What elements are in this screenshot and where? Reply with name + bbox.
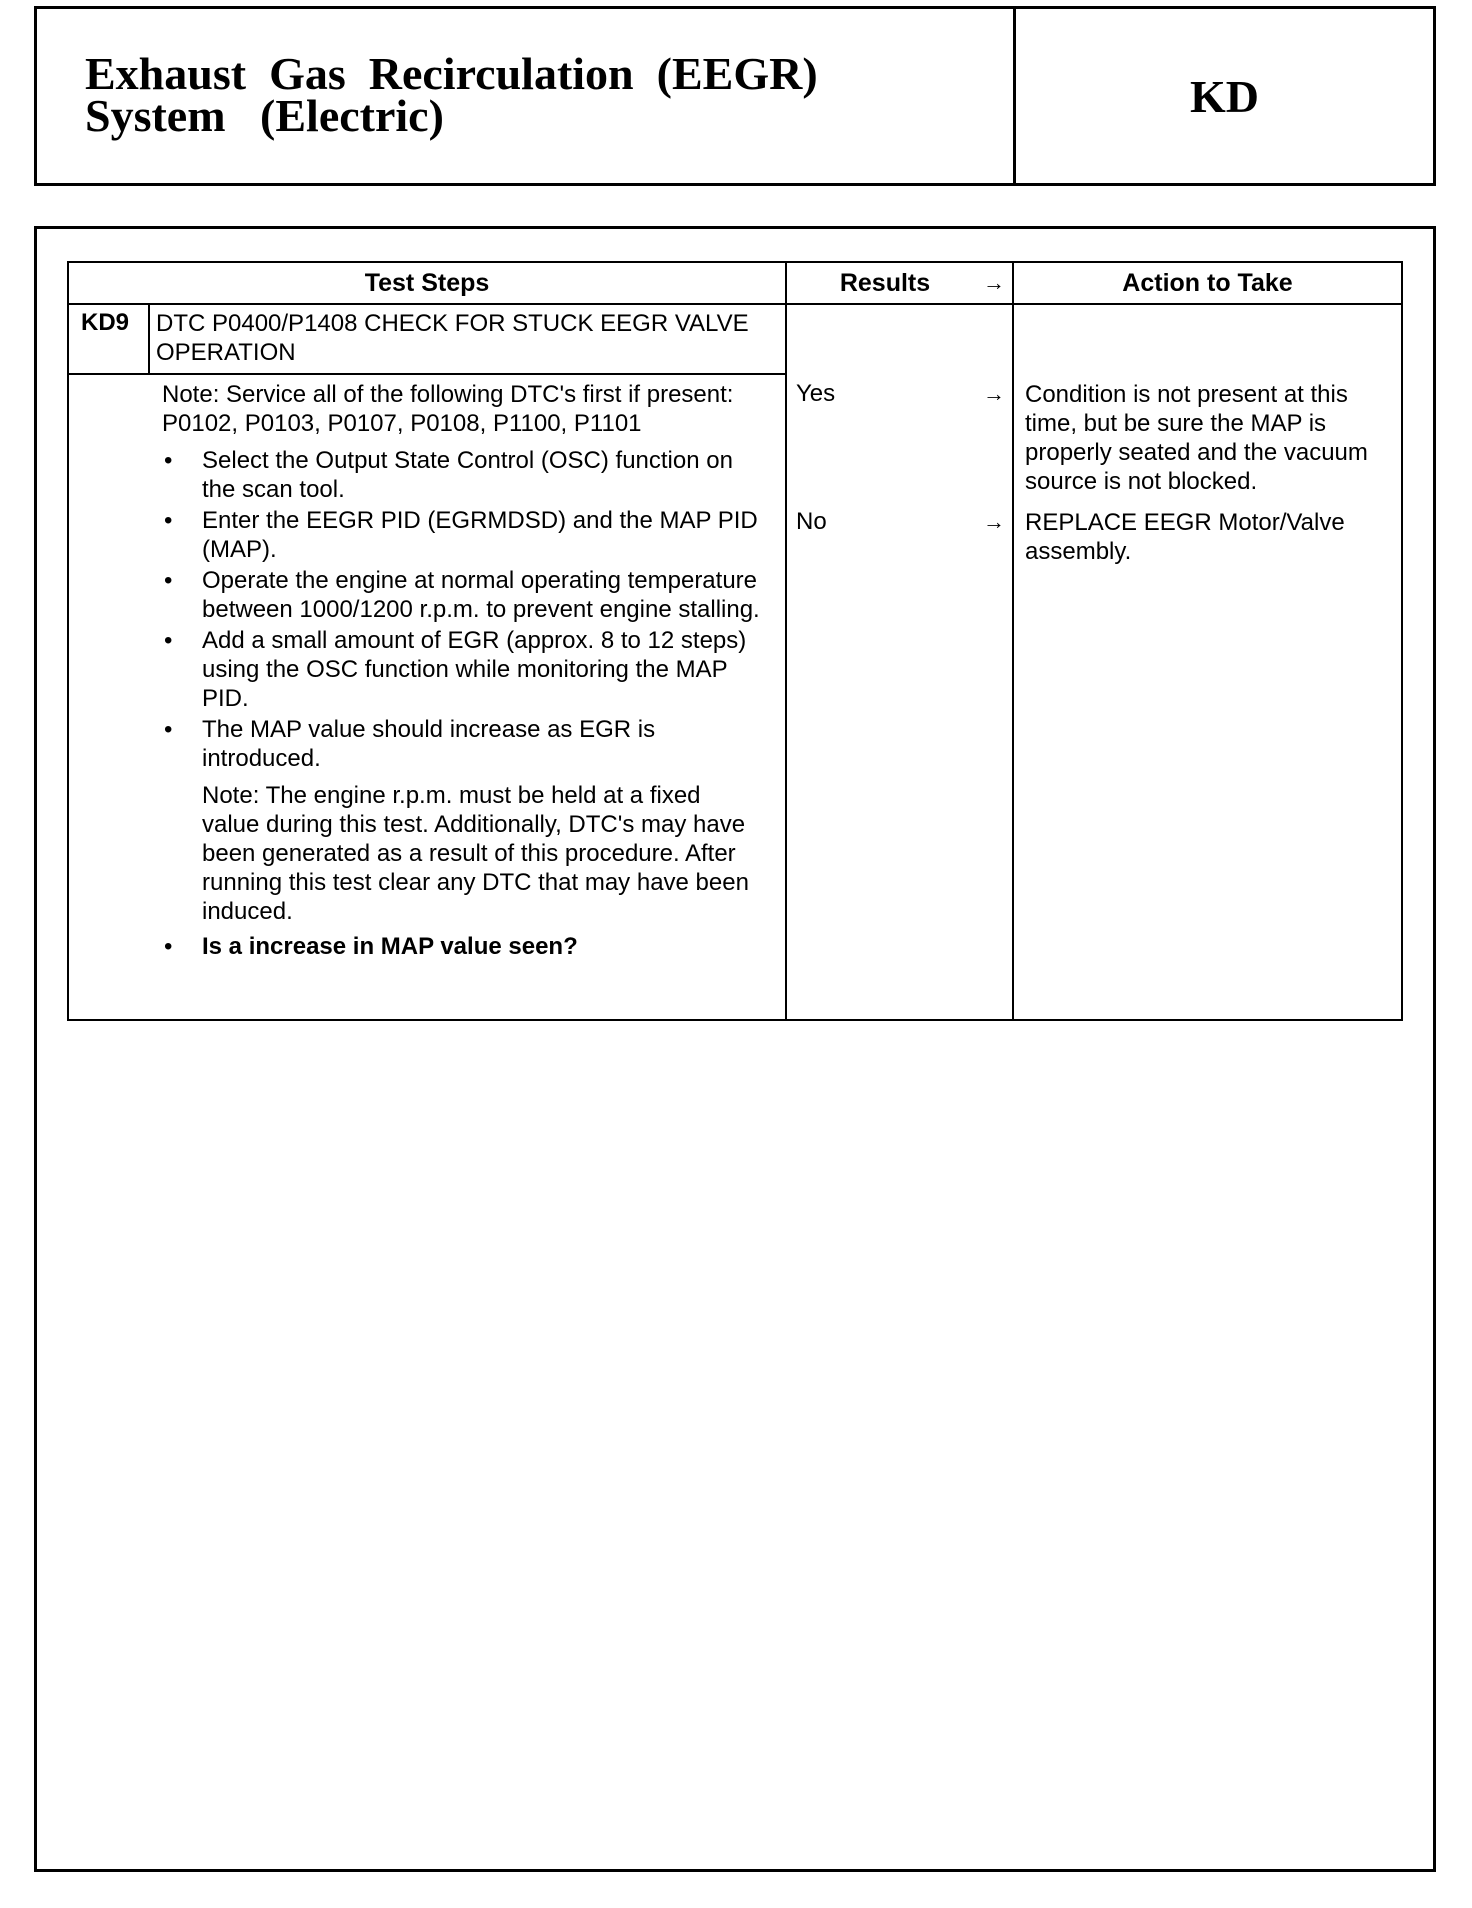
list-item: [162, 506, 760, 564]
bullet-icon: •: [164, 716, 173, 743]
list-item-text: Operate the engine at normal operating temperature between 1000/1200 r.p.m. to prevent engine stalling.: [202, 567, 760, 623]
result-yes-arrow-icon: →: [983, 381, 1005, 406]
test-question-text: Is a increase in MAP value seen?: [202, 933, 578, 960]
header-test-steps: Test Steps: [364, 268, 490, 297]
list-item-text: Add a small amount of EGR (approx. 8 to 12 steps) using the OSC function while monitoring the MAP PID.: [202, 627, 747, 712]
list-item-text: The MAP value should increase as EGR is introduced.: [202, 716, 656, 772]
page-title-line-1: Exhaust Gas Recirculation (EEGR): [85, 48, 818, 99]
action-no: REPLACE EEGR Motor/Valve assembly.: [1025, 509, 1345, 565]
list-item: [162, 446, 760, 504]
test-question: [162, 932, 760, 961]
bullet-icon: •: [164, 507, 173, 534]
bullet-icon: •: [164, 447, 173, 474]
section-code: KD: [1190, 70, 1259, 122]
step-id: KD9: [81, 309, 130, 336]
bullet-icon: •: [164, 933, 173, 960]
list-item-text: Select the Output State Control (OSC) function on the scan tool.: [202, 447, 733, 503]
step-title-divider: [69, 373, 785, 375]
result-no-arrow-icon: →: [983, 509, 1005, 534]
bullet-icon: •: [164, 567, 173, 594]
header-results: Results: [839, 268, 931, 297]
test-steps-table: [67, 261, 1403, 1021]
column-divider-action: [1012, 263, 1014, 1019]
step-title: DTC P0400/P1408 CHECK FOR STUCK EEGR VALVE OPERATION: [156, 310, 749, 366]
list-item-text: Enter the EEGR PID (EGRMDSD) and the MAP PID (MAP).: [202, 507, 758, 563]
result-yes: Yes: [796, 380, 836, 407]
header-action: Action to Take: [1122, 268, 1293, 297]
result-no: No: [796, 508, 827, 535]
list-item: [162, 715, 760, 773]
procedure-note: Note: The engine r.p.m. must be held at a fixed value during this test. Additionally, DTC's may have been generated as a result of this procedure. After running this test clear any DTC that may have been induced.: [202, 782, 749, 925]
page-title-line-2: System (Electric): [85, 90, 444, 141]
header-row-divider: [69, 303, 1401, 305]
step-id-divider: [148, 303, 150, 373]
bullet-icon: •: [164, 627, 173, 654]
header-arrow-icon: →: [983, 270, 1005, 295]
instruction-list: [162, 446, 760, 773]
service-note: Note: Service all of the following DTC's first if present: P0102, P0103, P0107, P0108, P1100, P1101: [162, 381, 734, 437]
list-item: [162, 626, 760, 713]
page-header: [34, 6, 1436, 186]
page-title: [85, 48, 985, 141]
list-item: [162, 566, 760, 624]
action-yes: Condition is not present at this time, but be sure the MAP is properly seated and the vacuum source is not blocked.: [1025, 381, 1368, 495]
step-instructions: [162, 380, 760, 961]
column-divider-results: [785, 263, 787, 1019]
